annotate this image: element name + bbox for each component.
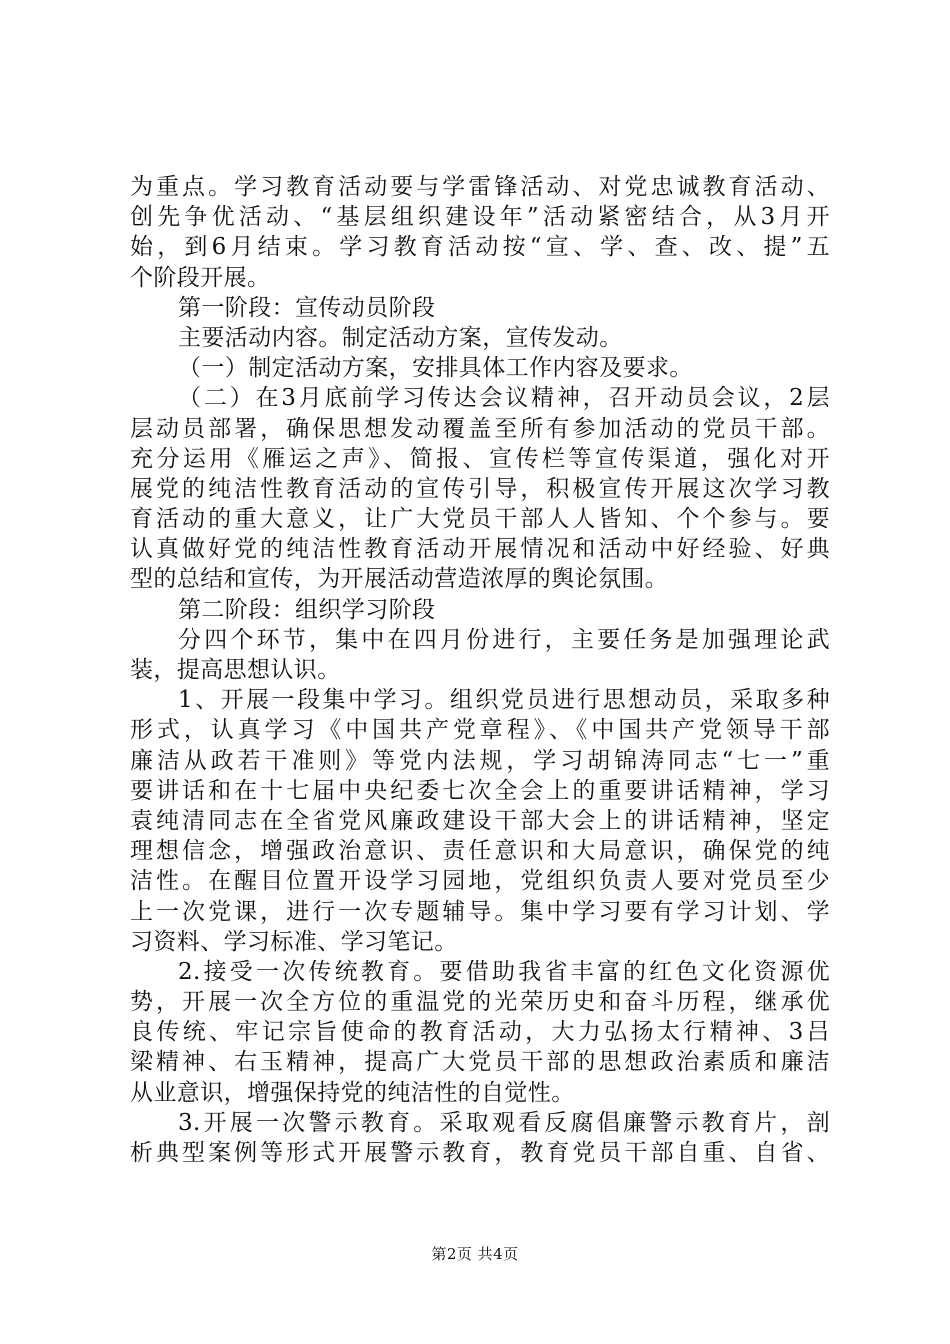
text-line: 袁纯清同志在全省党风廉政建设干部大会上的讲话精神，坚定 — [130, 807, 830, 834]
text-line: 3.开展一次警示教育。采取观看反腐倡廉警示教育片，剖 — [178, 1109, 830, 1136]
text-line: 析典型案例等形式开展警示教育，教育党员干部自重、自省、 — [130, 1140, 830, 1166]
text-line: 第二阶段：组织学习阶段 — [178, 596, 436, 623]
text-line: 认真做好党的纯洁性教育活动开展情况和活动中好经验、好典 — [130, 536, 830, 563]
text-line: 型的总结和宣传，为开展活动营造浓厚的舆论氛围。 — [130, 566, 669, 593]
text-line: 从业意识，增强保持党的纯洁性的自觉性。 — [130, 1079, 575, 1106]
text-line: 个阶段开展。 — [130, 264, 271, 291]
text-line: 习资料、学习标准、学习笔记。 — [130, 928, 458, 955]
text-line: 装，提高思想认识。 — [130, 657, 341, 683]
page-footer: 第2页 共4页 — [431, 1245, 519, 1263]
text-line: 上一次党课，进行一次专题辅导。集中学习要有学习计划、学 — [130, 898, 830, 925]
text-line: 廉洁从政若干准则》等党内法规，学习胡锦涛同志“七一”重 — [130, 747, 830, 774]
text-line: 充分运用《雁运之声》、简报、宣传栏等宣传渠道，强化对开 — [130, 445, 830, 472]
text-line: 要讲话和在十七届中央纪委七次全会上的重要讲话精神，学习 — [130, 777, 830, 804]
text-line: 梁精神、右玉精神，提高广大党员干部的思想政治素质和廉洁 — [130, 1049, 830, 1076]
text-line: 始，到6月结束。学习教育活动按“宣、学、查、改、提”五 — [130, 234, 830, 261]
text-line: 理想信念，增强政治意识、责任意识和大局意识，确保党的纯 — [130, 838, 830, 865]
text-line: 创先争优活动、“基层组织建设年”活动紧密结合，从3月开 — [130, 204, 830, 231]
text-line: 势，开展一次全方位的重温党的光荣历史和奋斗历程，继承优 — [130, 989, 830, 1016]
text-line: 分四个环节，集中在四月份进行，主要任务是加强理论武 — [178, 626, 830, 653]
text-line: 展党的纯洁性教育活动的宣传引导，积极宣传开展这次学习教 — [130, 475, 830, 502]
text-line: 良传统、牢记宗旨使命的教育活动，大力弘扬太行精神、3吕 — [130, 1019, 830, 1046]
text-line: 第一阶段：宣传动员阶段 — [178, 294, 436, 321]
text-line: 为重点。学习教育活动要与学雷锋活动、对党忠诚教育活动、 — [130, 174, 830, 200]
text-line: 主要活动内容。制定活动方案，宣传发动。 — [178, 324, 623, 351]
text-line: 2.接受一次传统教育。要借助我省丰富的红色文化资源优 — [178, 958, 830, 985]
text-line: 育活动的重大意义，让广大党员干部人人皆知、个个参与。要 — [130, 506, 830, 533]
text-line: （二）在3月底前学习传达会议精神，召开动员会议，2层 — [178, 385, 830, 412]
text-line: （一）制定活动方案，安排具体工作内容及要求。 — [178, 355, 693, 382]
text-line: 洁性。在醒目位置开设学习园地，党组织负责人要对党员至少 — [130, 868, 830, 895]
text-line: 1、开展一段集中学习。组织党员进行思想动员，采取多种 — [178, 687, 830, 714]
document-body — [130, 172, 830, 1168]
text-line: 层动员部署，确保思想发动覆盖至所有参加活动的党员干部。 — [130, 415, 830, 442]
text-line: 形式，认真学习《中国共产党章程》、《中国共产党领导干部 — [130, 717, 830, 744]
